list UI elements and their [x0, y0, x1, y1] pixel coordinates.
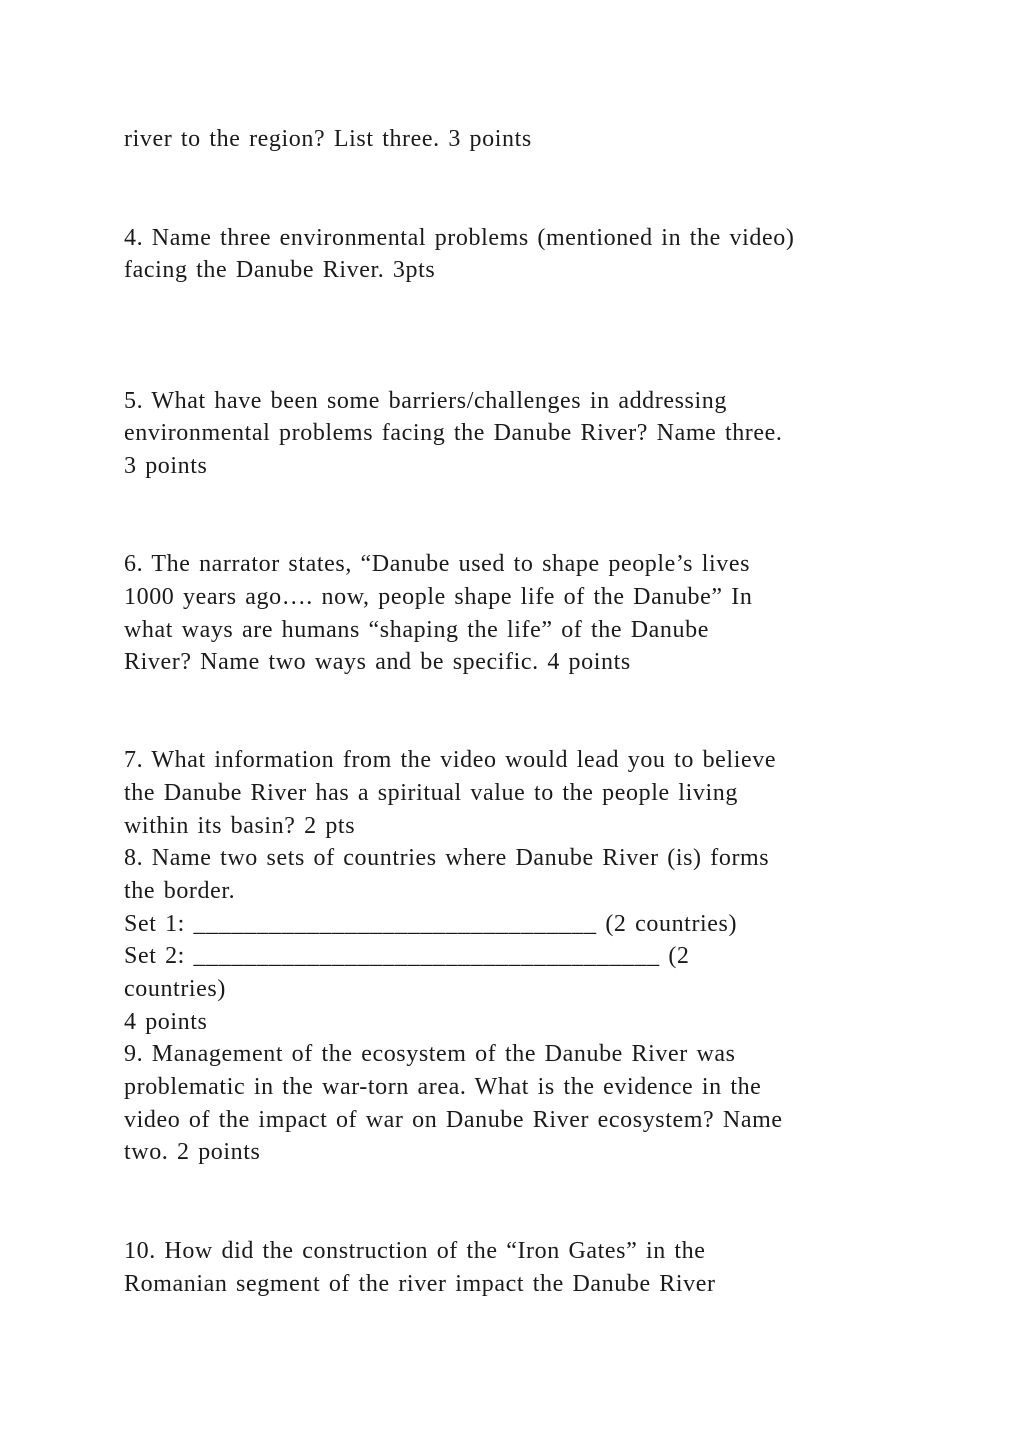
- q10-line-2: Romanian segment of the river impact the Danube River: [124, 1271, 716, 1297]
- q8-line-2: the border.: [124, 878, 236, 904]
- q7-line-2: the Danube River has a spiritual value to the people living: [124, 780, 738, 806]
- q8-set-2-continued: countries): [124, 976, 226, 1002]
- q8-points: 4 points: [124, 1009, 208, 1035]
- q9-line-3: video of the impact of war on Danube River ecosystem? Name: [124, 1107, 783, 1133]
- q4-line-2: facing the Danube River. 3pts: [124, 257, 436, 283]
- q8-set-2: Set 2: _____________________________________ (2: [124, 943, 690, 969]
- q9-line-1: 9. Management of the ecosystem of the Danube River was: [124, 1041, 736, 1067]
- q10-line-1: 10. How did the construction of the “Iron Gates” in the: [124, 1238, 706, 1264]
- q6-line-4: River? Name two ways and be specific. 4 points: [124, 649, 631, 675]
- q5-line-3: 3 points: [124, 453, 208, 479]
- q6-line-1: 6. The narrator states, “Danube used to shape people’s lives: [124, 551, 751, 577]
- q6-line-2: 1000 years ago…. now, people shape life of the Danube” In: [124, 584, 753, 610]
- q8-line-1: 8. Name two sets of countries where Danube River (is) forms: [124, 845, 770, 871]
- q9-line-2: problematic in the war-torn area. What is the evidence in the: [124, 1074, 762, 1100]
- q5-line-1: 5. What have been some barriers/challenges in addressing: [124, 388, 727, 414]
- q9-line-4: two. 2 points: [124, 1139, 261, 1165]
- q4-line-1: 4. Name three environmental problems (mentioned in the video): [124, 225, 795, 251]
- q8-set-1: Set 1: ________________________________ (2 countries): [124, 911, 738, 937]
- q3-line-1: river to the region? List three. 3 points: [124, 126, 532, 152]
- q7-line-1: 7. What information from the video would lead you to believe: [124, 747, 777, 773]
- q6-line-3: what ways are humans “shaping the life” of the Danube: [124, 617, 709, 643]
- q7-line-3: within its basin? 2 pts: [124, 813, 356, 839]
- q5-line-2: environmental problems facing the Danube River? Name three.: [124, 420, 783, 446]
